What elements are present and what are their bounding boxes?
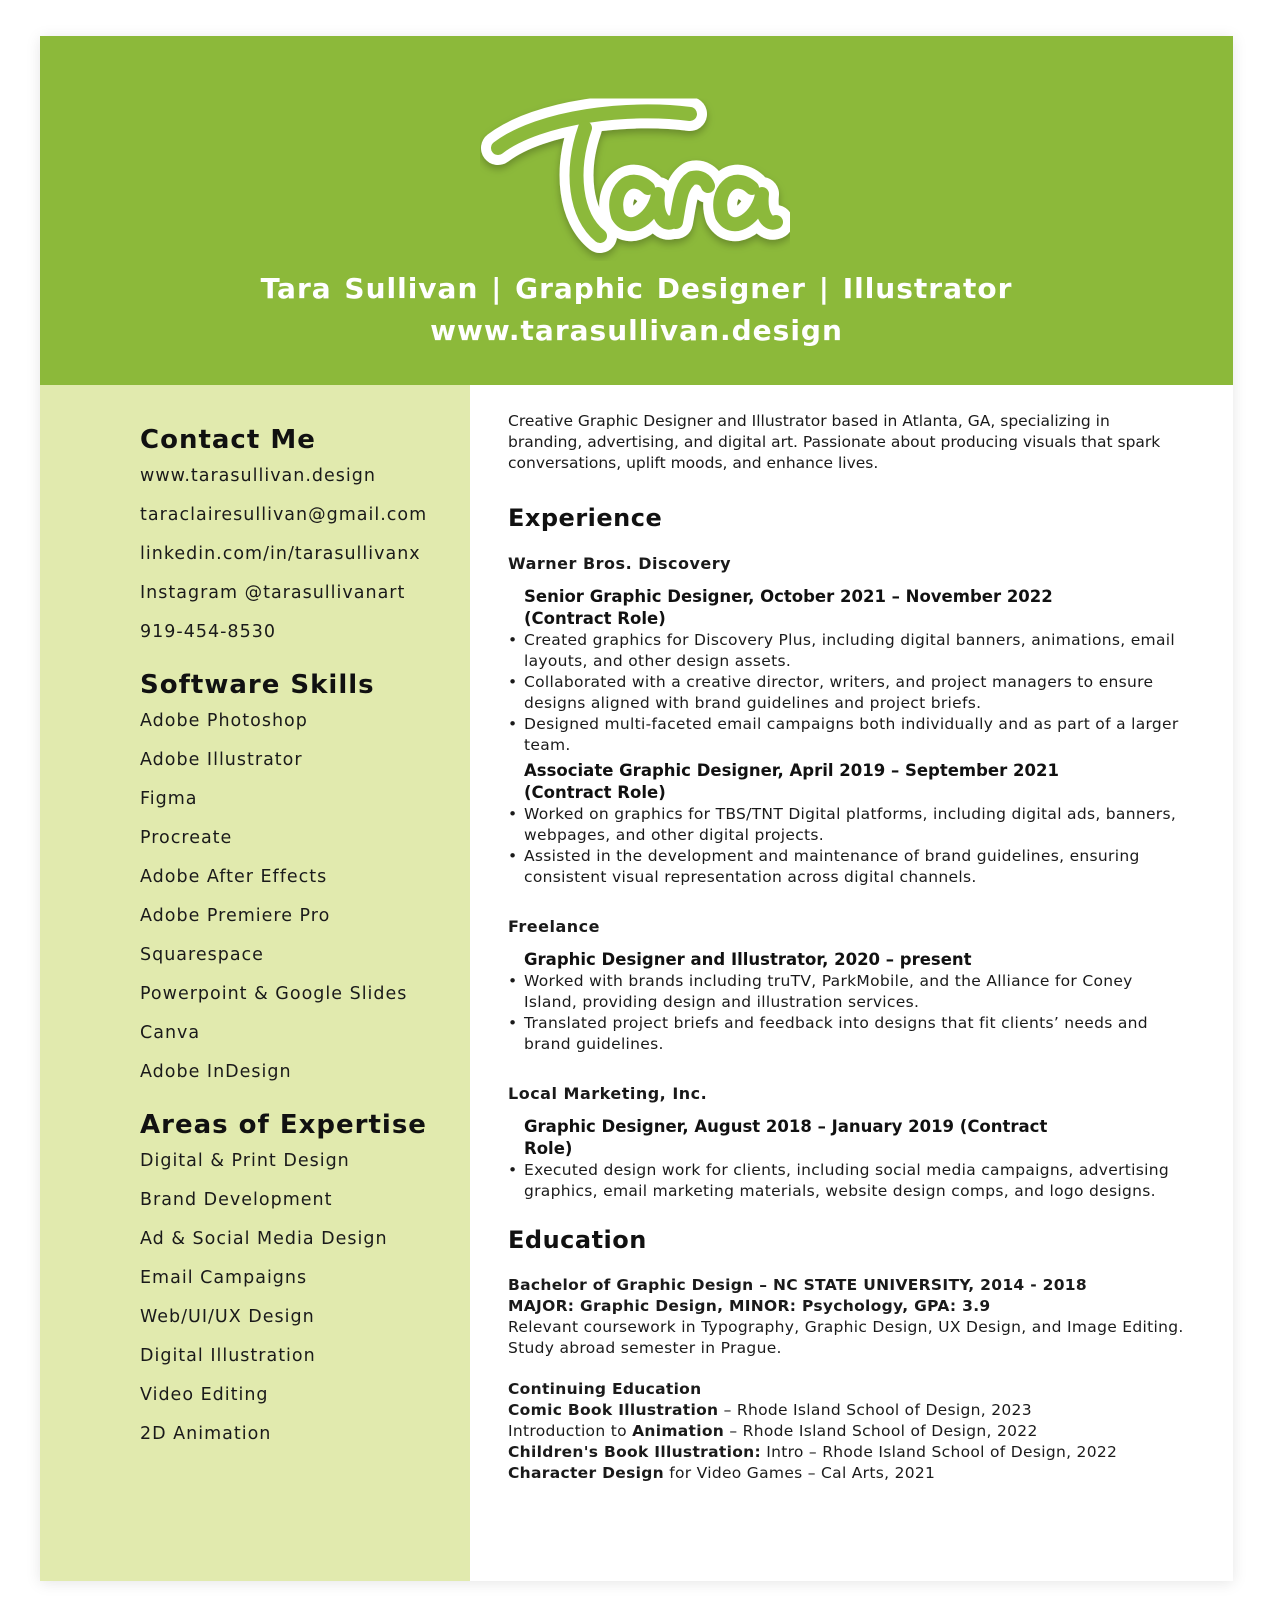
contact-item[interactable]: Instagram @tarasullivanart xyxy=(140,583,406,603)
expertise-item: Email Campaigns xyxy=(140,1268,308,1288)
expertise-item: Video Editing xyxy=(140,1385,269,1405)
coursework-line: Relevant coursework in Typography, Graphic Design, UX Design, and Image Editing. Study abroad semester in Prague. xyxy=(508,1318,1184,1357)
skills-item: Procreate xyxy=(140,828,233,848)
contact-title: Contact Me xyxy=(140,425,316,455)
continuing-item xyxy=(508,1442,1188,1463)
skills-item: Adobe Illustrator xyxy=(140,750,303,770)
skills-list xyxy=(140,710,460,1100)
bullet-text: Worked on graphics for TBS/TNT Digital platforms, including digital ads, banners, webpages, and other digital projects. xyxy=(524,805,1177,844)
company-name: Freelance xyxy=(508,917,601,936)
bullet-dot: • xyxy=(508,847,518,865)
continuing-post: – Rhode Island School of Design, 2023 xyxy=(718,1401,1032,1419)
expertise-list xyxy=(140,1150,460,1462)
skills-item: Adobe Photoshop xyxy=(140,711,308,731)
expertise-item: Digital & Print Design xyxy=(140,1151,350,1171)
expertise-item: Brand Development xyxy=(140,1190,333,1210)
bullet-dot: • xyxy=(508,631,518,649)
continuing-course: Character Design xyxy=(508,1464,664,1482)
bullet-item xyxy=(508,714,1188,756)
job-bullets xyxy=(508,804,1188,888)
job-entry xyxy=(508,760,1188,888)
contact-item[interactable]: www.tarasullivan.design xyxy=(140,466,376,486)
degree-line: Bachelor of Graphic Design – NC STATE UNIVERSITY, 2014 - 2018 xyxy=(508,1276,1087,1294)
bullet-dot: • xyxy=(508,805,518,823)
continuing-course: Children's Book Illustration: xyxy=(508,1443,761,1461)
bullet-text: Assisted in the development and maintenance of brand guidelines, ensuring consistent visual representation across digital channels. xyxy=(524,847,1140,886)
experience-title: Experience xyxy=(508,504,663,532)
bullet-dot: • xyxy=(508,715,518,733)
experience-list xyxy=(508,553,1188,1202)
company-block xyxy=(508,553,1188,888)
job-bullets xyxy=(508,1160,1188,1202)
job-entry xyxy=(508,949,1188,1055)
bullet-text: Designed multi-faceted email campaigns both individually and as part of a larger team. xyxy=(524,715,1179,754)
bullet-item xyxy=(508,630,1188,672)
main-content xyxy=(508,411,1188,1484)
continuing-post: Intro – Rhode Island School of Design, 2022 xyxy=(760,1443,1118,1461)
job-title: Graphic Designer and Illustrator, 2020 – present xyxy=(524,950,972,969)
bullet-item xyxy=(508,971,1188,1013)
bullet-text: Collaborated with a creative director, writers, and project managers to ensure designs aligned with brand guidelines and project briefs. xyxy=(524,673,1154,712)
major-line: MAJOR: Graphic Design, MINOR: Psychology, GPA: 3.9 xyxy=(508,1297,991,1315)
job-bullets xyxy=(508,630,1188,756)
bullet-dot: • xyxy=(508,673,518,691)
sidebar xyxy=(40,385,470,1581)
bullet-item xyxy=(508,846,1188,888)
continuing-post: for Video Games – Cal Arts, 2021 xyxy=(663,1464,936,1482)
header-website[interactable]: www.tarasullivan.design xyxy=(430,314,843,347)
company-block xyxy=(508,1083,1188,1202)
bullet-text: Translated project briefs and feedback into designs that fit clients’ needs and brand guidelines. xyxy=(524,1014,1148,1053)
bullet-item xyxy=(508,1160,1188,1202)
spacer xyxy=(508,1359,1188,1379)
bullet-text: Executed design work for clients, including social media campaigns, advertising graphics, email marketing materials, website design comps, and logo designs. xyxy=(524,1161,1170,1200)
contact-section xyxy=(140,425,460,660)
bullet-dot: • xyxy=(508,1014,518,1032)
intro-summary: Creative Graphic Designer and Illustrator based in Atlanta, GA, specializing in branding, advertising, and digital art. Passionate about producing visuals that spark conversations, uplift moods, and enhance lives. xyxy=(508,412,1161,472)
continuing-item xyxy=(508,1400,1188,1421)
bullet-item xyxy=(508,672,1188,714)
education-title: Education xyxy=(508,1226,647,1254)
contact-item[interactable]: 919-454-8530 xyxy=(140,622,276,642)
skills-item: Adobe After Effects xyxy=(140,867,328,887)
job-title: Graphic Designer, August 2018 – January 2019 (Contract Role) xyxy=(524,1117,1048,1158)
continuing-item xyxy=(508,1421,1188,1442)
contact-item[interactable]: taraclairesullivan@gmail.com xyxy=(140,505,428,525)
job-entry xyxy=(508,586,1188,756)
company-name: Warner Bros. Discovery xyxy=(508,554,732,573)
continuing-list xyxy=(508,1400,1188,1484)
expertise-item: Digital Illustration xyxy=(140,1346,316,1366)
continuing-course: Comic Book Illustration xyxy=(508,1401,719,1419)
job-entry xyxy=(508,1116,1188,1202)
header-title-line: Tara Sullivan | Graphic Designer | Illustrator xyxy=(260,272,1013,305)
continuing-course: Animation xyxy=(632,1422,725,1440)
contact-item[interactable]: linkedin.com/in/tarasullivanx xyxy=(140,544,421,564)
job-bullets xyxy=(508,971,1188,1055)
expertise-item: Ad & Social Media Design xyxy=(140,1229,388,1249)
bullet-dot: • xyxy=(508,972,518,990)
bullet-text: Worked with brands including truTV, ParkMobile, and the Alliance for Coney Island, providing design and illustration services. xyxy=(524,972,1133,1011)
company-block xyxy=(508,916,1188,1055)
job-title: Senior Graphic Designer, October 2021 – November 2022 (Contract Role) xyxy=(524,587,1053,628)
continuing-title: Continuing Education xyxy=(508,1380,702,1398)
skills-item: Figma xyxy=(140,789,198,809)
job-title: Associate Graphic Designer, April 2019 – September 2021 (Contract Role) xyxy=(524,761,1059,802)
bullet-item xyxy=(508,1013,1188,1055)
skills-item: Powerpoint & Google Slides xyxy=(140,984,408,1004)
expertise-section xyxy=(140,1110,460,1462)
skills-section xyxy=(140,670,460,1100)
sidebar-content xyxy=(140,425,460,1472)
tara-logo xyxy=(480,76,790,266)
skills-title: Software Skills xyxy=(140,670,375,700)
continuing-post: – Rhode Island School of Design, 2022 xyxy=(724,1422,1038,1440)
expertise-item: 2D Animation xyxy=(140,1424,272,1444)
skills-item: Canva xyxy=(140,1023,201,1043)
header-banner xyxy=(40,36,1233,385)
contact-list xyxy=(140,465,460,660)
expertise-title: Areas of Expertise xyxy=(140,1110,427,1140)
continuing-pre: Introduction to xyxy=(508,1422,633,1440)
expertise-item: Web/UI/UX Design xyxy=(140,1307,315,1327)
resume-page xyxy=(40,36,1233,1581)
bullet-dot: • xyxy=(508,1161,518,1179)
continuing-item xyxy=(508,1463,1188,1484)
bullet-text: Created graphics for Discovery Plus, including digital banners, animations, email layouts, and other design assets. xyxy=(524,631,1175,670)
skills-item: Adobe InDesign xyxy=(140,1062,292,1082)
skills-item: Adobe Premiere Pro xyxy=(140,906,331,926)
company-name: Local Marketing, Inc. xyxy=(508,1084,708,1103)
bullet-item xyxy=(508,804,1188,846)
skills-item: Squarespace xyxy=(140,945,264,965)
